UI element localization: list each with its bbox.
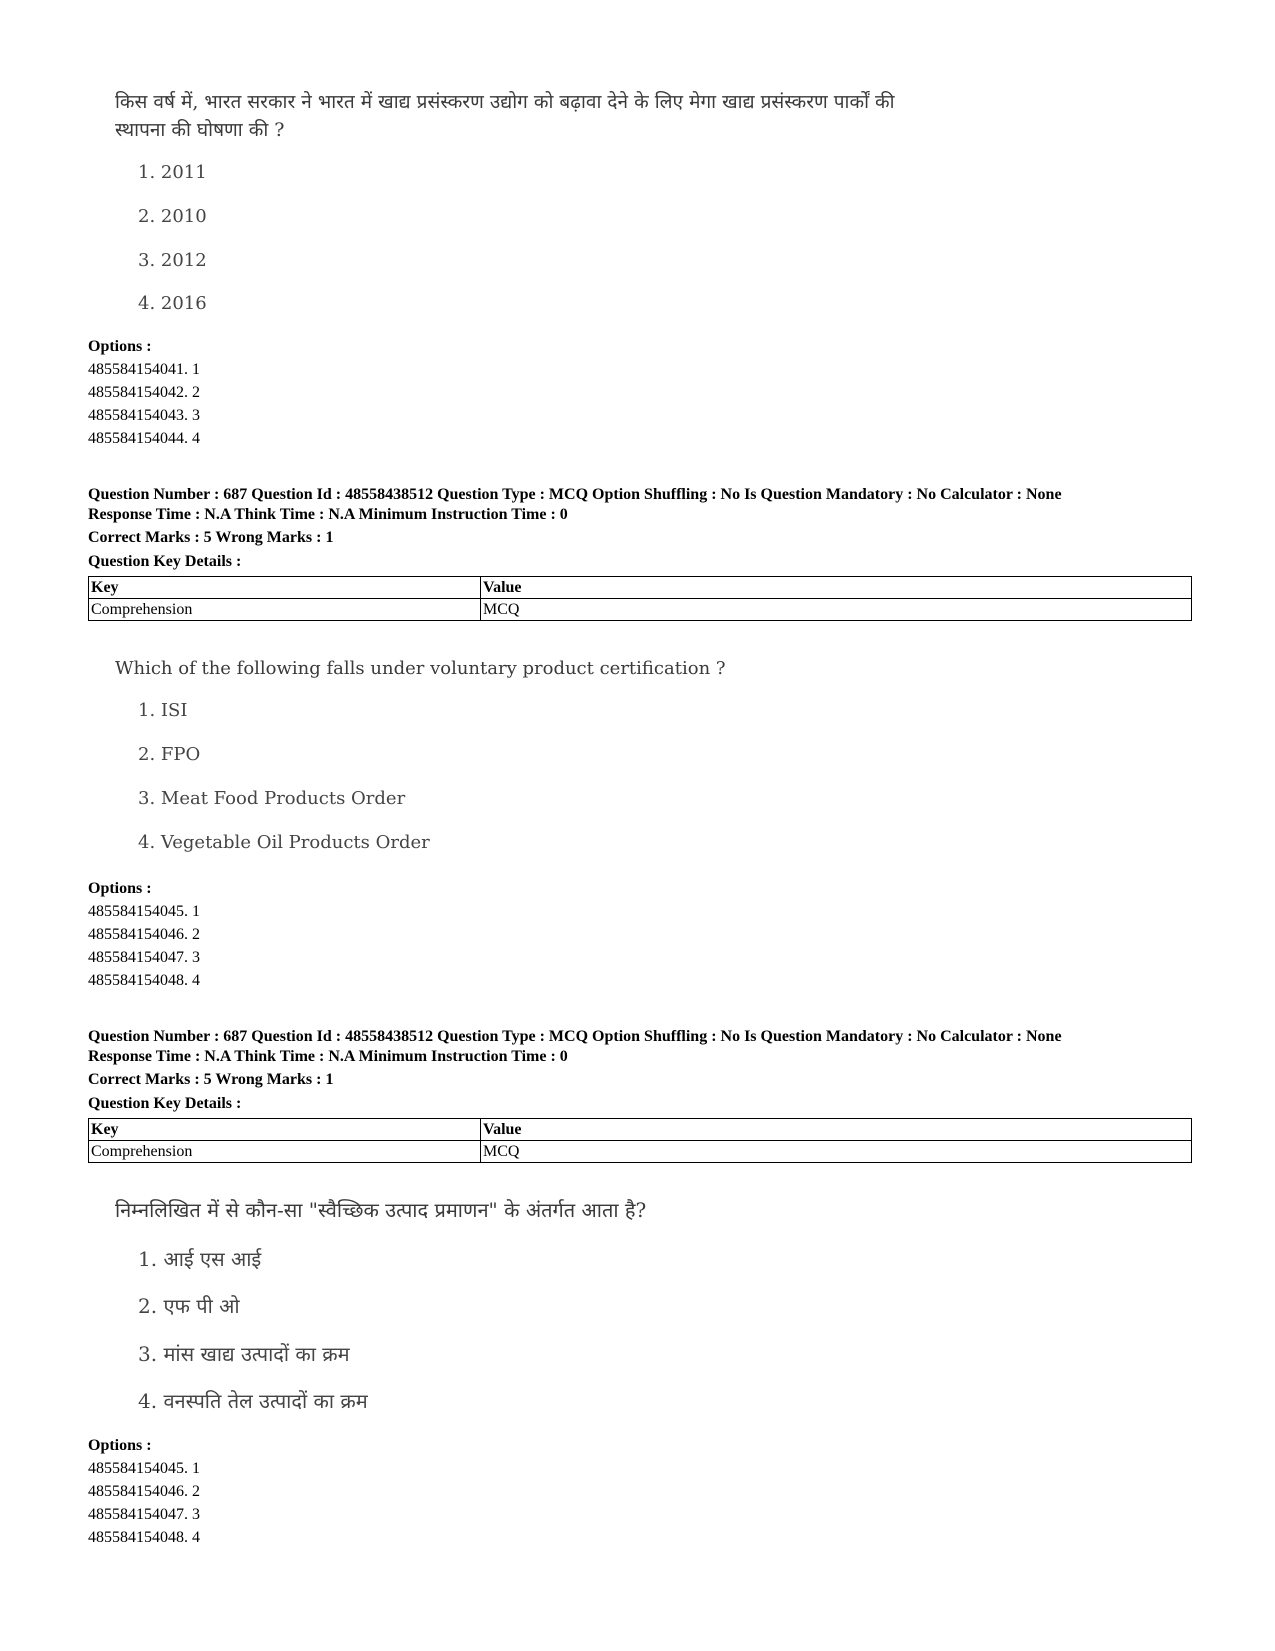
question-choice: 4. वनस्पति तेल उत्पादों का क्रम	[138, 1389, 368, 1413]
table-row	[89, 1141, 1192, 1163]
table-row	[89, 599, 1192, 621]
table-header-key: Key	[89, 1119, 481, 1141]
table-cell-value: MCQ	[481, 1141, 1192, 1163]
table-header-key: Key	[89, 577, 481, 599]
question-choice: 2. FPO	[138, 744, 201, 765]
question-choice: 1. आई एस आई	[138, 1247, 262, 1271]
question-choice: 4. Vegetable Oil Products Order	[138, 832, 430, 853]
question-choice: 3. मांस खाद्य उत्पादों का क्रम	[138, 1342, 350, 1366]
question-stem-line: Which of the following falls under voluntary product certification ?	[115, 658, 726, 679]
options-label: Options :	[88, 880, 152, 897]
question-stem-line: किस वर्ष में, भारत सरकार ने भारत में खाद्य प्रसंस्करण उद्योग को बढ़ावा देने के लिए मेगा खाद्य प्रसंस्करण पार्कों की	[115, 91, 895, 113]
key-details-table	[88, 576, 1192, 621]
table-header-value: Value	[481, 1119, 1192, 1141]
question-choice: 3. Meat Food Products Order	[138, 788, 406, 809]
key-details-label: Question Key Details :	[88, 553, 242, 570]
question-choice: 2. एफ पी ओ	[138, 1294, 240, 1318]
option-id-line: 485584154047. 3	[88, 949, 200, 966]
question-meta-line: Response Time : N.A Think Time : N.A Minimum Instruction Time : 0	[88, 506, 568, 523]
question-choice: 2. 2010	[138, 206, 207, 227]
marks-line: Correct Marks : 5 Wrong Marks : 1	[88, 1071, 334, 1088]
options-label: Options :	[88, 1437, 152, 1454]
option-id-line: 485584154046. 2	[88, 926, 200, 943]
question-meta-line: Response Time : N.A Think Time : N.A Minimum Instruction Time : 0	[88, 1048, 568, 1065]
option-id-line: 485584154045. 1	[88, 1460, 200, 1477]
table-cell-key: Comprehension	[89, 1141, 481, 1163]
option-id-line: 485584154046. 2	[88, 1483, 200, 1500]
key-details-table	[88, 1118, 1192, 1163]
option-id-line: 485584154045. 1	[88, 903, 200, 920]
option-id-line: 485584154048. 4	[88, 972, 200, 989]
question-choice: 1. 2011	[138, 162, 207, 183]
question-meta-line: Question Number : 687 Question Id : 48558438512 Question Type : MCQ Option Shuffling : No Is Question Mandatory : No Calculator : None	[88, 1028, 1062, 1045]
question-stem-line: स्थापना की घोषणा की ?	[115, 119, 285, 141]
option-id-line: 485584154044. 4	[88, 430, 200, 447]
table-cell-value: MCQ	[481, 599, 1192, 621]
table-header-row	[89, 577, 1192, 599]
option-id-line: 485584154048. 4	[88, 1529, 200, 1546]
key-details-label: Question Key Details :	[88, 1095, 242, 1112]
table-header-value: Value	[481, 577, 1192, 599]
question-choice: 4. 2016	[138, 293, 207, 314]
option-id-line: 485584154047. 3	[88, 1506, 200, 1523]
table-header-row	[89, 1119, 1192, 1141]
option-id-line: 485584154042. 2	[88, 384, 200, 401]
options-label: Options :	[88, 338, 152, 355]
question-stem-line: निम्नलिखित में से कौन-सा "स्वैच्छिक उत्पाद प्रमाणन" के अंतर्गत आता है?	[115, 1198, 647, 1222]
question-choice: 1. ISI	[138, 700, 188, 721]
question-choice: 3. 2012	[138, 250, 207, 271]
option-id-line: 485584154043. 3	[88, 407, 200, 424]
option-id-line: 485584154041. 1	[88, 361, 200, 378]
marks-line: Correct Marks : 5 Wrong Marks : 1	[88, 529, 334, 546]
question-meta-line: Question Number : 687 Question Id : 48558438512 Question Type : MCQ Option Shuffling : No Is Question Mandatory : No Calculator : None	[88, 486, 1062, 503]
table-cell-key: Comprehension	[89, 599, 481, 621]
